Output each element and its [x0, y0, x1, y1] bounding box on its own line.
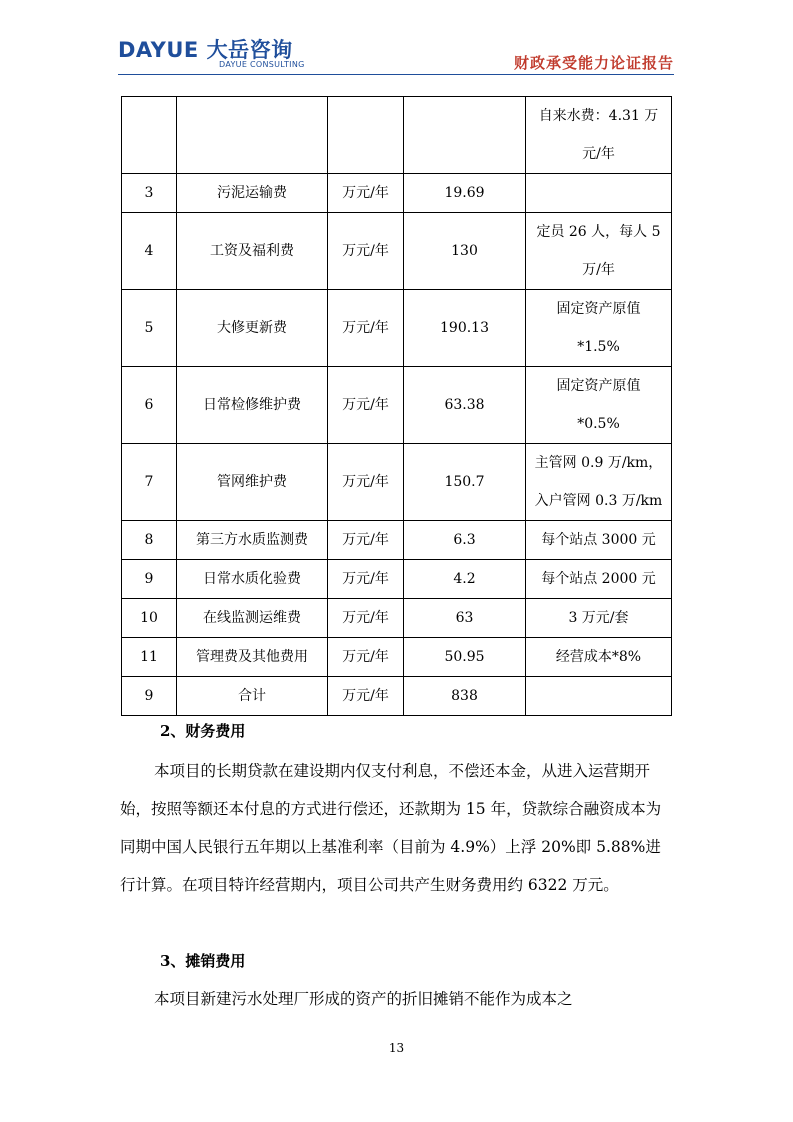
row-number-cell — [122, 97, 177, 174]
note-cell — [526, 290, 672, 367]
unit-cell: 万元/年 — [328, 174, 404, 213]
row-number-cell: 6 — [122, 367, 177, 444]
note-cell — [526, 521, 672, 560]
item-name-cell: 大修更新费 — [177, 290, 328, 367]
note-line: 元/年 — [582, 146, 615, 162]
note-line: 每个站点 2000 元 — [541, 571, 656, 587]
item-name-cell: 合计 — [177, 677, 328, 716]
page-header — [118, 30, 674, 76]
item-name-cell: 管理费及其他费用 — [177, 638, 328, 677]
unit-cell: 万元/年 — [328, 444, 404, 521]
note-line: 入户管网 0.3 万/km — [534, 493, 663, 509]
section-heading-amortization: 3、摊销费用 — [160, 952, 246, 970]
note-cell — [526, 677, 672, 716]
item-name-cell — [177, 97, 328, 174]
financial-cost-paragraph: 本项目的长期贷款在建设期内仅支付利息，不偿还本金，从进入运营期开始，按照等额还本付息的方式进行偿还，还款期为 15 年，贷款综合融资成本为同期中国人民银行五年期以上基准利率（目前为 4.9%）上浮 20%即 5.88%进行计算。在项目特许经营期内，项目公司共产生财务费用约 6322 万元。 — [120, 762, 662, 894]
table-row — [122, 174, 672, 213]
row-number-cell: 5 — [122, 290, 177, 367]
note-cell — [526, 638, 672, 677]
table-row — [122, 444, 672, 521]
note-line: 主管网 0.9 万/km， — [534, 455, 663, 471]
note-cell — [526, 213, 672, 290]
table-row — [122, 367, 672, 444]
unit-cell: 万元/年 — [328, 213, 404, 290]
logo-sub-text: DAYUE CONSULTING — [219, 60, 305, 69]
note-line: *1.5% — [577, 339, 620, 355]
amount-cell: 838 — [404, 677, 526, 716]
table-row — [122, 638, 672, 677]
note-line: 万/年 — [582, 262, 615, 278]
amount-cell: 50.95 — [404, 638, 526, 677]
amount-cell: 190.13 — [404, 290, 526, 367]
logo-main-text: DAYUE 大岳咨询 — [118, 38, 293, 62]
unit-cell: 万元/年 — [328, 290, 404, 367]
unit-cell: 万元/年 — [328, 677, 404, 716]
unit-cell: 万元/年 — [328, 367, 404, 444]
item-name-cell: 日常检修维护费 — [177, 367, 328, 444]
note-cell — [526, 560, 672, 599]
row-number-cell: 8 — [122, 521, 177, 560]
table-row — [122, 521, 672, 560]
unit-cell: 万元/年 — [328, 560, 404, 599]
note-line: 经营成本*8% — [555, 649, 642, 665]
note-line: 每个站点 3000 元 — [541, 532, 656, 548]
table-row — [122, 599, 672, 638]
page-number: 13 — [388, 1041, 405, 1055]
item-name-cell: 第三方水质监测费 — [177, 521, 328, 560]
section-heading-financial-cost: 2、财务费用 — [160, 722, 246, 740]
unit-cell: 万元/年 — [328, 638, 404, 677]
note-cell — [526, 174, 672, 213]
note-cell — [526, 599, 672, 638]
amount-cell: 150.7 — [404, 444, 526, 521]
item-name-cell: 日常水质化验费 — [177, 560, 328, 599]
amount-cell: 63 — [404, 599, 526, 638]
unit-cell: 万元/年 — [328, 599, 404, 638]
note-line: 固定资产原值 — [556, 301, 641, 317]
amortization-paragraph: 本项目新建污水处理厂形成的资产的折旧摊销不能作为成本之 — [154, 990, 573, 1008]
item-name-cell: 污泥运输费 — [177, 174, 328, 213]
item-name-cell: 管网维护费 — [177, 444, 328, 521]
amount-cell — [404, 97, 526, 174]
note-line — [530, 174, 667, 212]
note-cell — [526, 97, 672, 174]
note-cell — [526, 367, 672, 444]
row-number-cell: 3 — [122, 174, 177, 213]
note-cell — [526, 444, 672, 521]
unit-cell — [328, 97, 404, 174]
report-title: 财政承受能力论证报告 — [513, 54, 674, 72]
row-number-cell: 9 — [122, 560, 177, 599]
item-name-cell: 在线监测运维费 — [177, 599, 328, 638]
table-row — [122, 560, 672, 599]
item-name-cell: 工资及福利费 — [177, 213, 328, 290]
note-line: *0.5% — [577, 416, 620, 432]
row-number-cell: 4 — [122, 213, 177, 290]
header-divider — [118, 74, 674, 75]
note-line: 自来水费：4.31 万 — [538, 108, 659, 124]
cost-table-body — [122, 97, 672, 716]
note-line: 3 万元/套 — [568, 610, 629, 626]
unit-cell: 万元/年 — [328, 521, 404, 560]
row-number-cell: 10 — [122, 599, 177, 638]
operating-cost-table — [121, 96, 672, 716]
table-row — [122, 97, 672, 174]
row-number-cell: 11 — [122, 638, 177, 677]
amount-cell: 63.38 — [404, 367, 526, 444]
note-line — [530, 677, 667, 715]
amount-cell: 130 — [404, 213, 526, 290]
company-logo — [118, 34, 318, 74]
row-number-cell: 9 — [122, 677, 177, 716]
row-number-cell: 7 — [122, 444, 177, 521]
table-row — [122, 677, 672, 716]
note-line: 固定资产原值 — [556, 378, 641, 394]
amount-cell: 4.2 — [404, 560, 526, 599]
table-row — [122, 213, 672, 290]
note-line: 定员 26 人，每人 5 — [536, 224, 661, 240]
amount-cell: 6.3 — [404, 521, 526, 560]
table-row — [122, 290, 672, 367]
amount-cell: 19.69 — [404, 174, 526, 213]
